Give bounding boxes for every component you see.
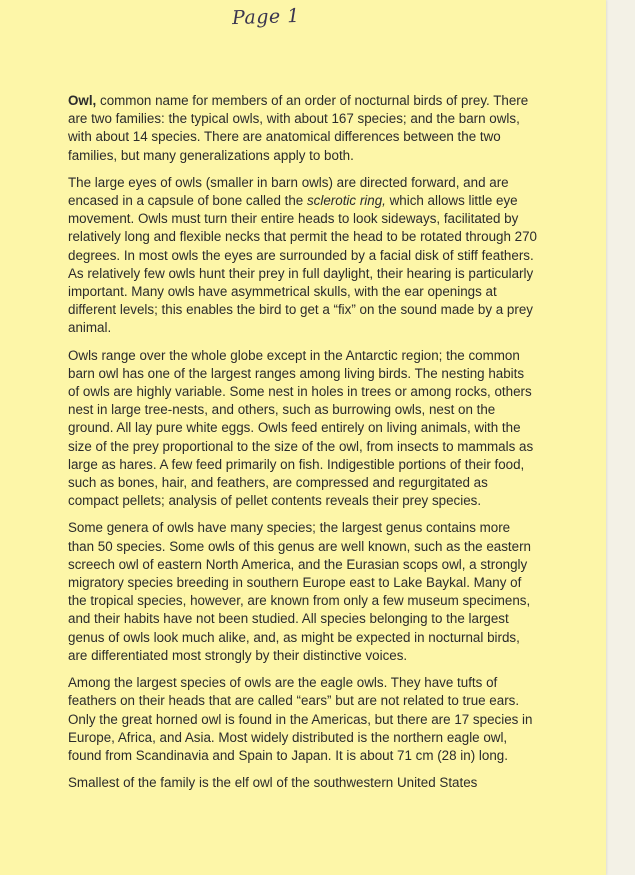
paragraph-2-after: which allows little eye movement. Owls must turn their entire heads to look sideways, facilitated by relatively long and flexible necks that permit the head to be rotated through 270 degrees. In most owls the eyes are surrounded by a facial disk of stiff feathers. As relatively few owls hunt their prey in full daylight, their hearing is particularly important. Many owls have asymmetrical skulls, with the ear openings at different levels; this enables the bird to get a “fix” on the sound made by a prey animal. (68, 193, 537, 336)
entry-term: Owl, (68, 93, 97, 108)
paragraph-2-before: The large eyes of owls (smaller in barn owls) are directed forward, and are encased in a capsule of bone called the (68, 174, 509, 209)
italic-term: sclerotic ring, (306, 193, 386, 209)
paragraph-1 (68, 92, 538, 165)
paragraph-5: Among the largest species of owls are the eagle owls. They have tufts of feathers on their heads that are called “ears” but are not related to true ears. Only the great horned owl is found in the Americas, but there are 17 species in Europe, Africa, and Asia. Most widely distributed is the northern eagle owl, found from Scandinavia and Spain to Japan. It is about 71 cm (28 in) long. (68, 675, 533, 763)
article-body (68, 92, 538, 801)
paragraph-1-text: common name for members of an order of nocturnal birds of prey. There are two families: the typical owls, with about 167 species; and the barn owls, with about 14 species. There are anatomical differences between the two families, but many generalizations apply to both. (68, 93, 529, 163)
paragraph-6: Smallest of the family is the elf owl of the southwestern United States (68, 775, 478, 791)
paragraph-3: Owls range over the whole globe except in the Antarctic region; the common barn owl has one of the largest ranges among living birds. The nesting habits of owls are highly variable. Some nest in holes in trees or among rocks, others nest in large tree-nests, and others, such as burrowing owls, nest on the ground. All lay pure white eggs. Owls feed entirely on living animals, with the size of the prey proportional to the size of the owl, from insects to mammals as large as hares. A few feed primarily on fish. Indigestible portions of their food, such as bones, hair, and feathers, are compressed and regurgitated as compact pellets; analysis of pellet contents reveals their prey species. (68, 347, 534, 509)
paragraph-4: Some genera of owls have many species; the largest genus contains more than 50 species. Some owls of this genus are well known, such as the eastern screech owl of eastern North America, and the Eurasian scops owl, a strongly migratory species breeding in southern Europe east to Lake Baykal. Many of the tropical species, however, are known from only a few museum specimens, and their habits have not been studied. All species belonging to the largest genus of owls look much alike, and, as might be expected in nocturnal birds, are differentiated most strongly by their distinctive voices. (68, 520, 531, 663)
handwritten-page-label: Page 1 (231, 4, 301, 30)
paragraph-2 (68, 174, 538, 338)
